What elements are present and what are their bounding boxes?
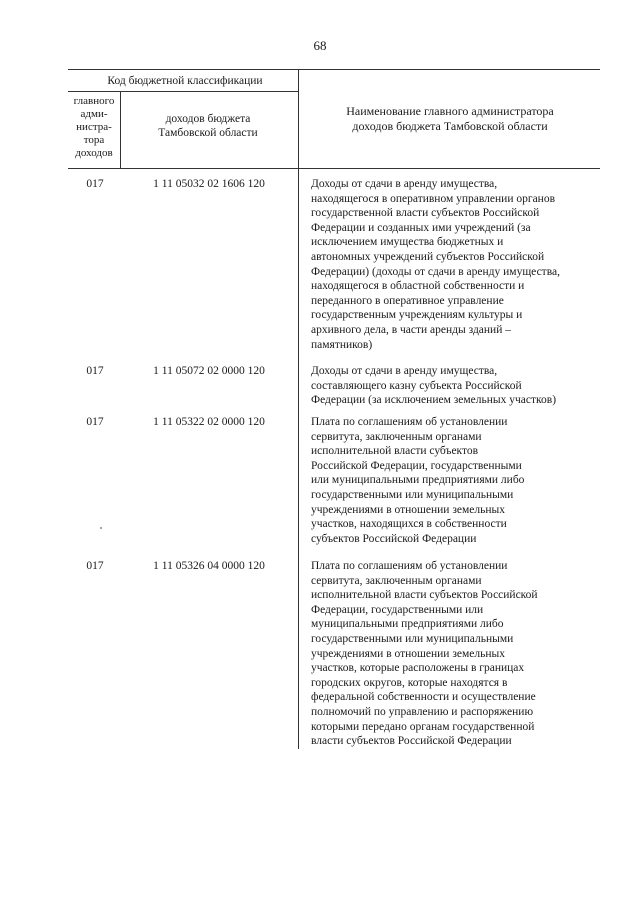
row-4-description: Плата по соглашениям об установлении сервитута, заключенным органами исполнительной власти субъектов Российской Федерации, государственными или муниципальными предприятиями либо государственными или муниципальными учреждениями в отношении земельных участков, которые расположены в границах городских округов, которые находятся в федеральной собственности и осуществление полномочий по управлению и распоряжению которыми передано органам государственной власти субъектов Российской Федерации xyxy=(311,560,538,748)
header-administrator-name: Наименование главного администратора доходов бюджета Тамбовской области xyxy=(346,104,554,133)
header-admin-code: главного адми- нистра- тора доходов xyxy=(73,95,115,159)
table-top-rule xyxy=(68,69,600,70)
header-income-code: доходов бюджета Тамбовской области xyxy=(158,113,258,139)
row-3-description: Плата по соглашениям об установлении сервитута, заключенным органами исполнительной власти субъектов Российской Федерации, государственными или муниципальными предприятиями либо государственными или муниципальными учреждениями в отношении земельных участков, находящихся в собственности субъектов Российской Федерации xyxy=(311,416,525,545)
header-bottom-rule xyxy=(68,168,600,169)
row-2-income-code: 1 11 05072 02 0000 120 xyxy=(153,365,265,377)
row-1-income-code: 1 11 05032 02 1606 120 xyxy=(153,178,265,190)
row-4-admin-code: 017 xyxy=(86,560,104,572)
row-1-admin-code: 017 xyxy=(86,178,104,190)
row-2-description: Доходы от сдачи в аренду имущества, составляющего казну субъекта Российской Федерации (за исключением земельных участков) xyxy=(311,365,557,407)
row-2-admin-code: 017 xyxy=(86,365,104,377)
page-number: 68 xyxy=(313,38,327,53)
row-4-income-code: 1 11 05326 04 0000 120 xyxy=(153,560,265,572)
admin-column-divider xyxy=(120,91,121,168)
header-code-group: Код бюджетной классификации xyxy=(107,75,263,87)
row-3-income-code: 1 11 05322 02 0000 120 xyxy=(153,416,265,428)
name-column-divider xyxy=(298,69,299,749)
code-group-rule xyxy=(68,91,298,92)
scan-speck xyxy=(100,527,102,529)
row-1-description: Доходы от сдачи в аренду имущества, находящегося в оперативном управлении органов государственной власти субъектов Российской Федерации и созданных ими учреждений (за исключением имущества бюджетных и автономных учреждений субъектов Российской Федерации) (доходы от сдачи в аренду имущества, находящегося в областной собственности и переданного в оперативное управление государственным учреждениям культуры и архивного дела, в части аренды зданий – памятников) xyxy=(311,178,560,351)
row-3-admin-code: 017 xyxy=(86,416,104,428)
